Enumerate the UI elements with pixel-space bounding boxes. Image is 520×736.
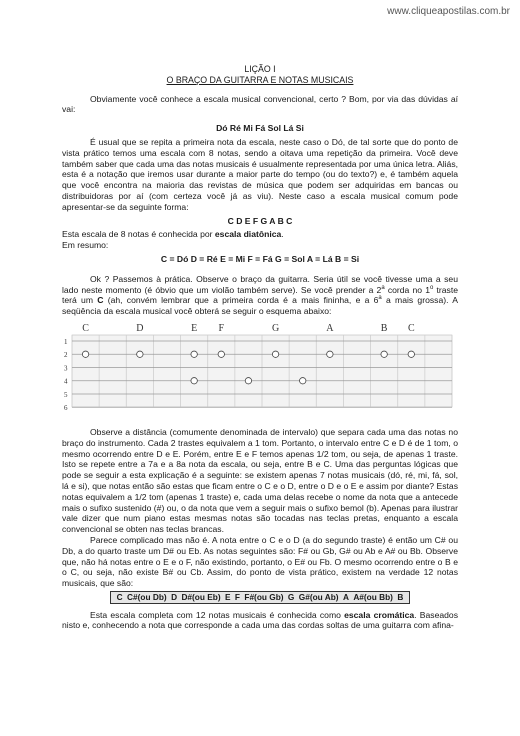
p2-t1: Ok ? Passemos à prática. Observe o braço da guitarra. Seria útil se você tivesse uma a seu lado neste momento (é óbvio que um violão também serve). Se você prender a 2	[62, 273, 458, 295]
fret-marker	[191, 377, 197, 383]
fret-marker	[245, 377, 251, 383]
p5-post: . Baseados nisto e, conhecendo a nota que corresponde a cada uma das cordas soltas de uma guitarra com afina-	[62, 609, 458, 631]
chromatic-note: E	[225, 591, 231, 602]
fret-marker	[327, 351, 333, 357]
intro-paragraph: Obviamente você conhece a escala musical convencional, certo ? Bom, por via das dúvidas aí vai:	[62, 93, 458, 115]
string-number: 3	[64, 364, 68, 373]
note-letter: D	[136, 322, 144, 334]
paragraph-sharps-flats: Parece complicado mas não é. A nota entre o C e o D (a do segundo traste) é então um C# ou Db, a do quarto traste um D# ou Eb. As notas seguintes são: F# ou Gb, G# ou Ab e A# ou Bb. Observe que, não há notas entre o E e o F, não existindo, portanto, o E# ou Fb. O mesmo ocorrendo entre o B e o C, ou seja, não existe B# ou Cb. Assim, do ponto de vista prático, existem na verdade 12 notas musicais, que são:	[62, 534, 458, 589]
letter-scale: C D E F G A B C	[227, 215, 293, 226]
paragraph-repetition: É usual que se repita a primeira nota da escala, neste caso o Dó, de tal sorte que do ponto de vista prático temos uma escala com 8 notas, sendo a oitava uma repetição da primeira. Você deve também saber que cada uma das notas musicais é usualmente representada por uma única letra. Aliás, esta é a notação que iremos usar durante a maior parte do tempo (ou do texto?) e, é também aquela que você encontra na maioria das revistas de música que podem ser adquiridas em bancas ou distribuidoras por aí (com certeza você já as viu). Neste caso a escala musical comum pode apresentar-se da seguinte forma:	[62, 136, 458, 212]
note-letter: G	[271, 322, 280, 334]
site-url[interactable]: www.cliqueapostilas.com.br	[387, 6, 510, 17]
note-letter: F	[218, 322, 225, 334]
string-number: 4	[64, 377, 68, 386]
chromatic-note: F#(ou Gb)	[244, 591, 284, 602]
chromatic-note: D	[171, 591, 178, 602]
chromatic-scale	[62, 591, 458, 604]
chromatic-note: B	[397, 591, 404, 602]
p2-t4: (ah, convém lembrar que a primeira corda é a mais fininha, e a 6	[103, 295, 379, 306]
p5-pre: Esta escala completa com 12 notas musicais é conhecida como	[90, 609, 345, 620]
note-letter: E	[191, 322, 198, 334]
chromatic-note: A#(ou Bb)	[353, 591, 393, 602]
fret-marker	[381, 351, 387, 357]
solfege-scale: Dó Ré Mi Fá Sol Lá Si	[216, 123, 304, 134]
chromatic-note: C	[116, 591, 123, 602]
chromatic-box	[110, 591, 409, 604]
diatonic-pre: Esta escala de 8 notas é conhecida por	[62, 229, 215, 240]
chromatic-note: C#(ou Db)	[127, 591, 167, 602]
fretboard-svg	[62, 321, 458, 413]
paragraph-chromatic	[62, 610, 458, 632]
note-letter: B	[380, 322, 388, 334]
p2-sup1: a	[381, 284, 385, 291]
fret-marker	[191, 351, 197, 357]
fret-marker	[137, 351, 143, 357]
string-number: 6	[64, 404, 68, 413]
summary-label: Em resumo:	[62, 240, 109, 251]
note-letter: A	[326, 322, 334, 334]
string-number: 1	[64, 337, 68, 346]
p2-sup2: o	[430, 284, 434, 291]
note-equivalence: C = Dó D = Ré E = Mi F = Fá G = Sol A = Lá B = Si	[160, 253, 360, 264]
chromatic-note: G#(ou Ab)	[298, 591, 339, 602]
chromatic-note: D#(ou Eb)	[181, 591, 221, 602]
string-number: 2	[64, 351, 68, 360]
p2-sup3: a	[378, 295, 382, 302]
paragraph-practice	[62, 274, 458, 317]
p2-t3: traste terá um	[62, 284, 458, 306]
lesson-subtitle: O BRAÇO DA GUITARRA E NOTAS MUSICAIS	[166, 74, 354, 85]
fret-marker	[300, 377, 306, 383]
diatonic-term: escala diatônica	[214, 229, 282, 240]
fret-marker	[218, 351, 224, 357]
chromatic-note: A	[342, 591, 349, 602]
string-number: 5	[64, 390, 68, 399]
lesson-page	[62, 64, 458, 631]
note-letter: C	[82, 322, 89, 334]
chromatic-note: G	[287, 591, 295, 602]
diatonic-post: .	[281, 229, 284, 240]
fret-marker	[272, 351, 278, 357]
paragraph-interval: Observe a distância (comumente denominada de intervalo) que separa cada uma das notas no braço do instrumento. Cada 2 trastes equivalem a 1 tom. Portanto, o intervalo entre C e D é de 1 tom, o mesmo ocorrendo entre D e E. Porém, entre E e F temos apenas 1/2 tom, ou seja, de apenas 1 traste. Isto se repete entre a 7a e a 8a nota da escala, ou seja, entre B e C. Uma das perguntas lógicas que pode se seguir a esta explicação é a seguinte: se existem apenas 7 notas musicais (dó, ré, mi, fá, sol, lá e si), que notas então são estas que ficam entre o C e o D, entre o D e o E e assim por diante? Estas notas equivalem a 1/2 tom (apenas 1 traste) e, cada uma delas recebe o nome da nota que a antecede mais o sufixo sustenido (#) ou, o da nota que vem a seguir mais o sufixo bemol (b). Apenas para ilustrar vale dizer que num piano estas mesmas notas são tocadas nas teclas pretas, enquanto a escala convencional se obten nas teclas brancas.	[62, 426, 458, 535]
fretboard-diagram	[62, 321, 458, 413]
note-letter: C	[407, 322, 415, 334]
chromatic-term: escala cromática	[344, 609, 415, 620]
lesson-title: LIÇÃO I	[244, 64, 276, 74]
chromatic-note: F	[234, 591, 240, 602]
p2-t5: a mais grossa). A seqüência da escala musical você obterá se seguir o esquema abaixo:	[62, 295, 458, 317]
diatonic-line	[62, 229, 458, 240]
fret-marker	[82, 351, 88, 357]
p2-t2: corda no 1	[384, 284, 430, 295]
fret-marker	[408, 351, 414, 357]
p2-note-c: C	[97, 295, 104, 306]
